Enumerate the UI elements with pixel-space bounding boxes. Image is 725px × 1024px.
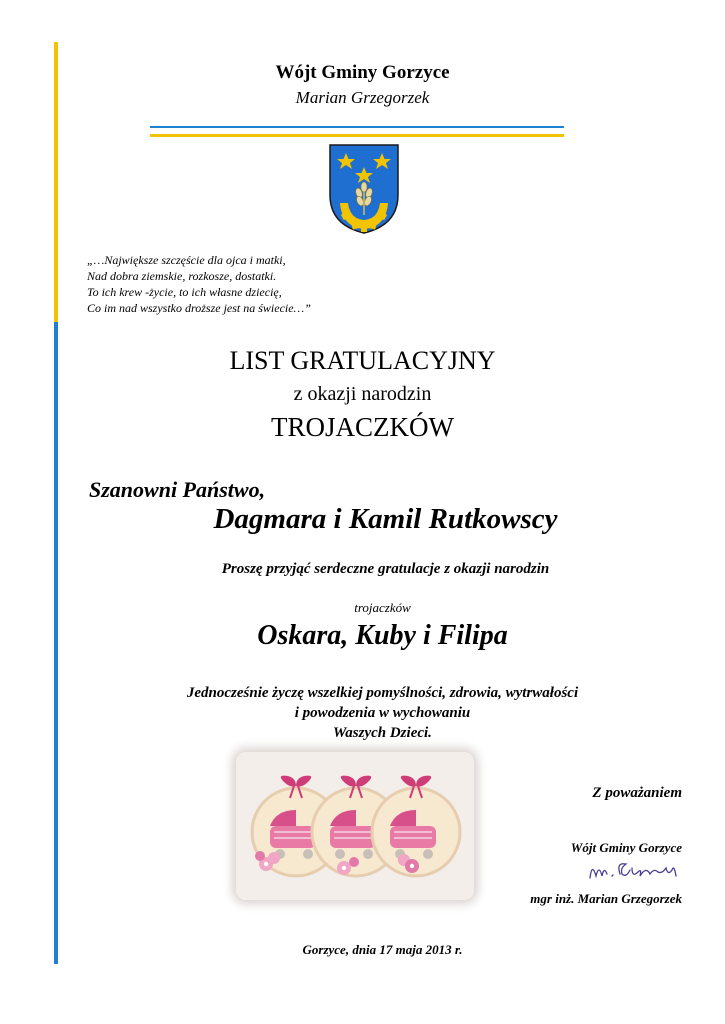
coat-of-arms-icon <box>326 143 402 235</box>
quote-motto <box>87 252 311 316</box>
closing-phrase: Z poważaniem <box>592 785 682 801</box>
signatory-name: mgr inż. Marian Grzegorzek <box>530 891 682 906</box>
motto-line: Nad dobra ziemskie, rozkosze, dostatki. <box>87 269 277 283</box>
motto-line: Co im nad wszystko droższe jest na świecie…” <box>87 301 311 315</box>
handwritten-signature <box>586 856 686 884</box>
baby-carriages-photo <box>236 752 474 900</box>
greeting: Szanowni Państwo, <box>89 477 266 502</box>
wishes-line: i powodzenia w wychowaniu <box>294 705 471 721</box>
issuer-name: Marian Grzegorzek <box>295 88 430 107</box>
signatory-office: Wójt Gminy Gorzyce <box>570 840 682 855</box>
place-and-date: Gorzyce, dnia 17 maja 2013 r. <box>302 942 463 957</box>
wishes-line: Waszych Dzieci. <box>333 725 432 741</box>
motto-line: To ich krew -życie, to ich własne dziecię, <box>87 285 282 299</box>
wishes-line: Jednocześnie życzę wszelkiej pomyślności, zdrowia, wytrwałości <box>186 685 579 701</box>
issuer-office: Wójt Gminy Gorzyce <box>275 62 450 83</box>
motto-line: „…Największe szczęście dla ojca i matki, <box>87 253 286 267</box>
left-border-yellow <box>54 42 58 322</box>
children-names: Oskara, Kuby i Filipa <box>257 620 508 651</box>
children-label: trojaczków <box>354 600 411 615</box>
wishes-text <box>20 683 725 743</box>
recipients-names: Dagmara i Kamil Rutkowscy <box>213 503 558 535</box>
document-occasion: z okazji narodzin <box>293 383 432 405</box>
header-divider-yellow <box>150 134 564 137</box>
document-subject: TROJACZKÓW <box>271 412 454 442</box>
document-title: LIST GRATULACYJNY <box>229 346 496 375</box>
header-divider-blue <box>150 126 564 128</box>
congratulations-text: Proszę przyjąć serdeczne gratulacje z okazji narodzin <box>221 561 550 577</box>
